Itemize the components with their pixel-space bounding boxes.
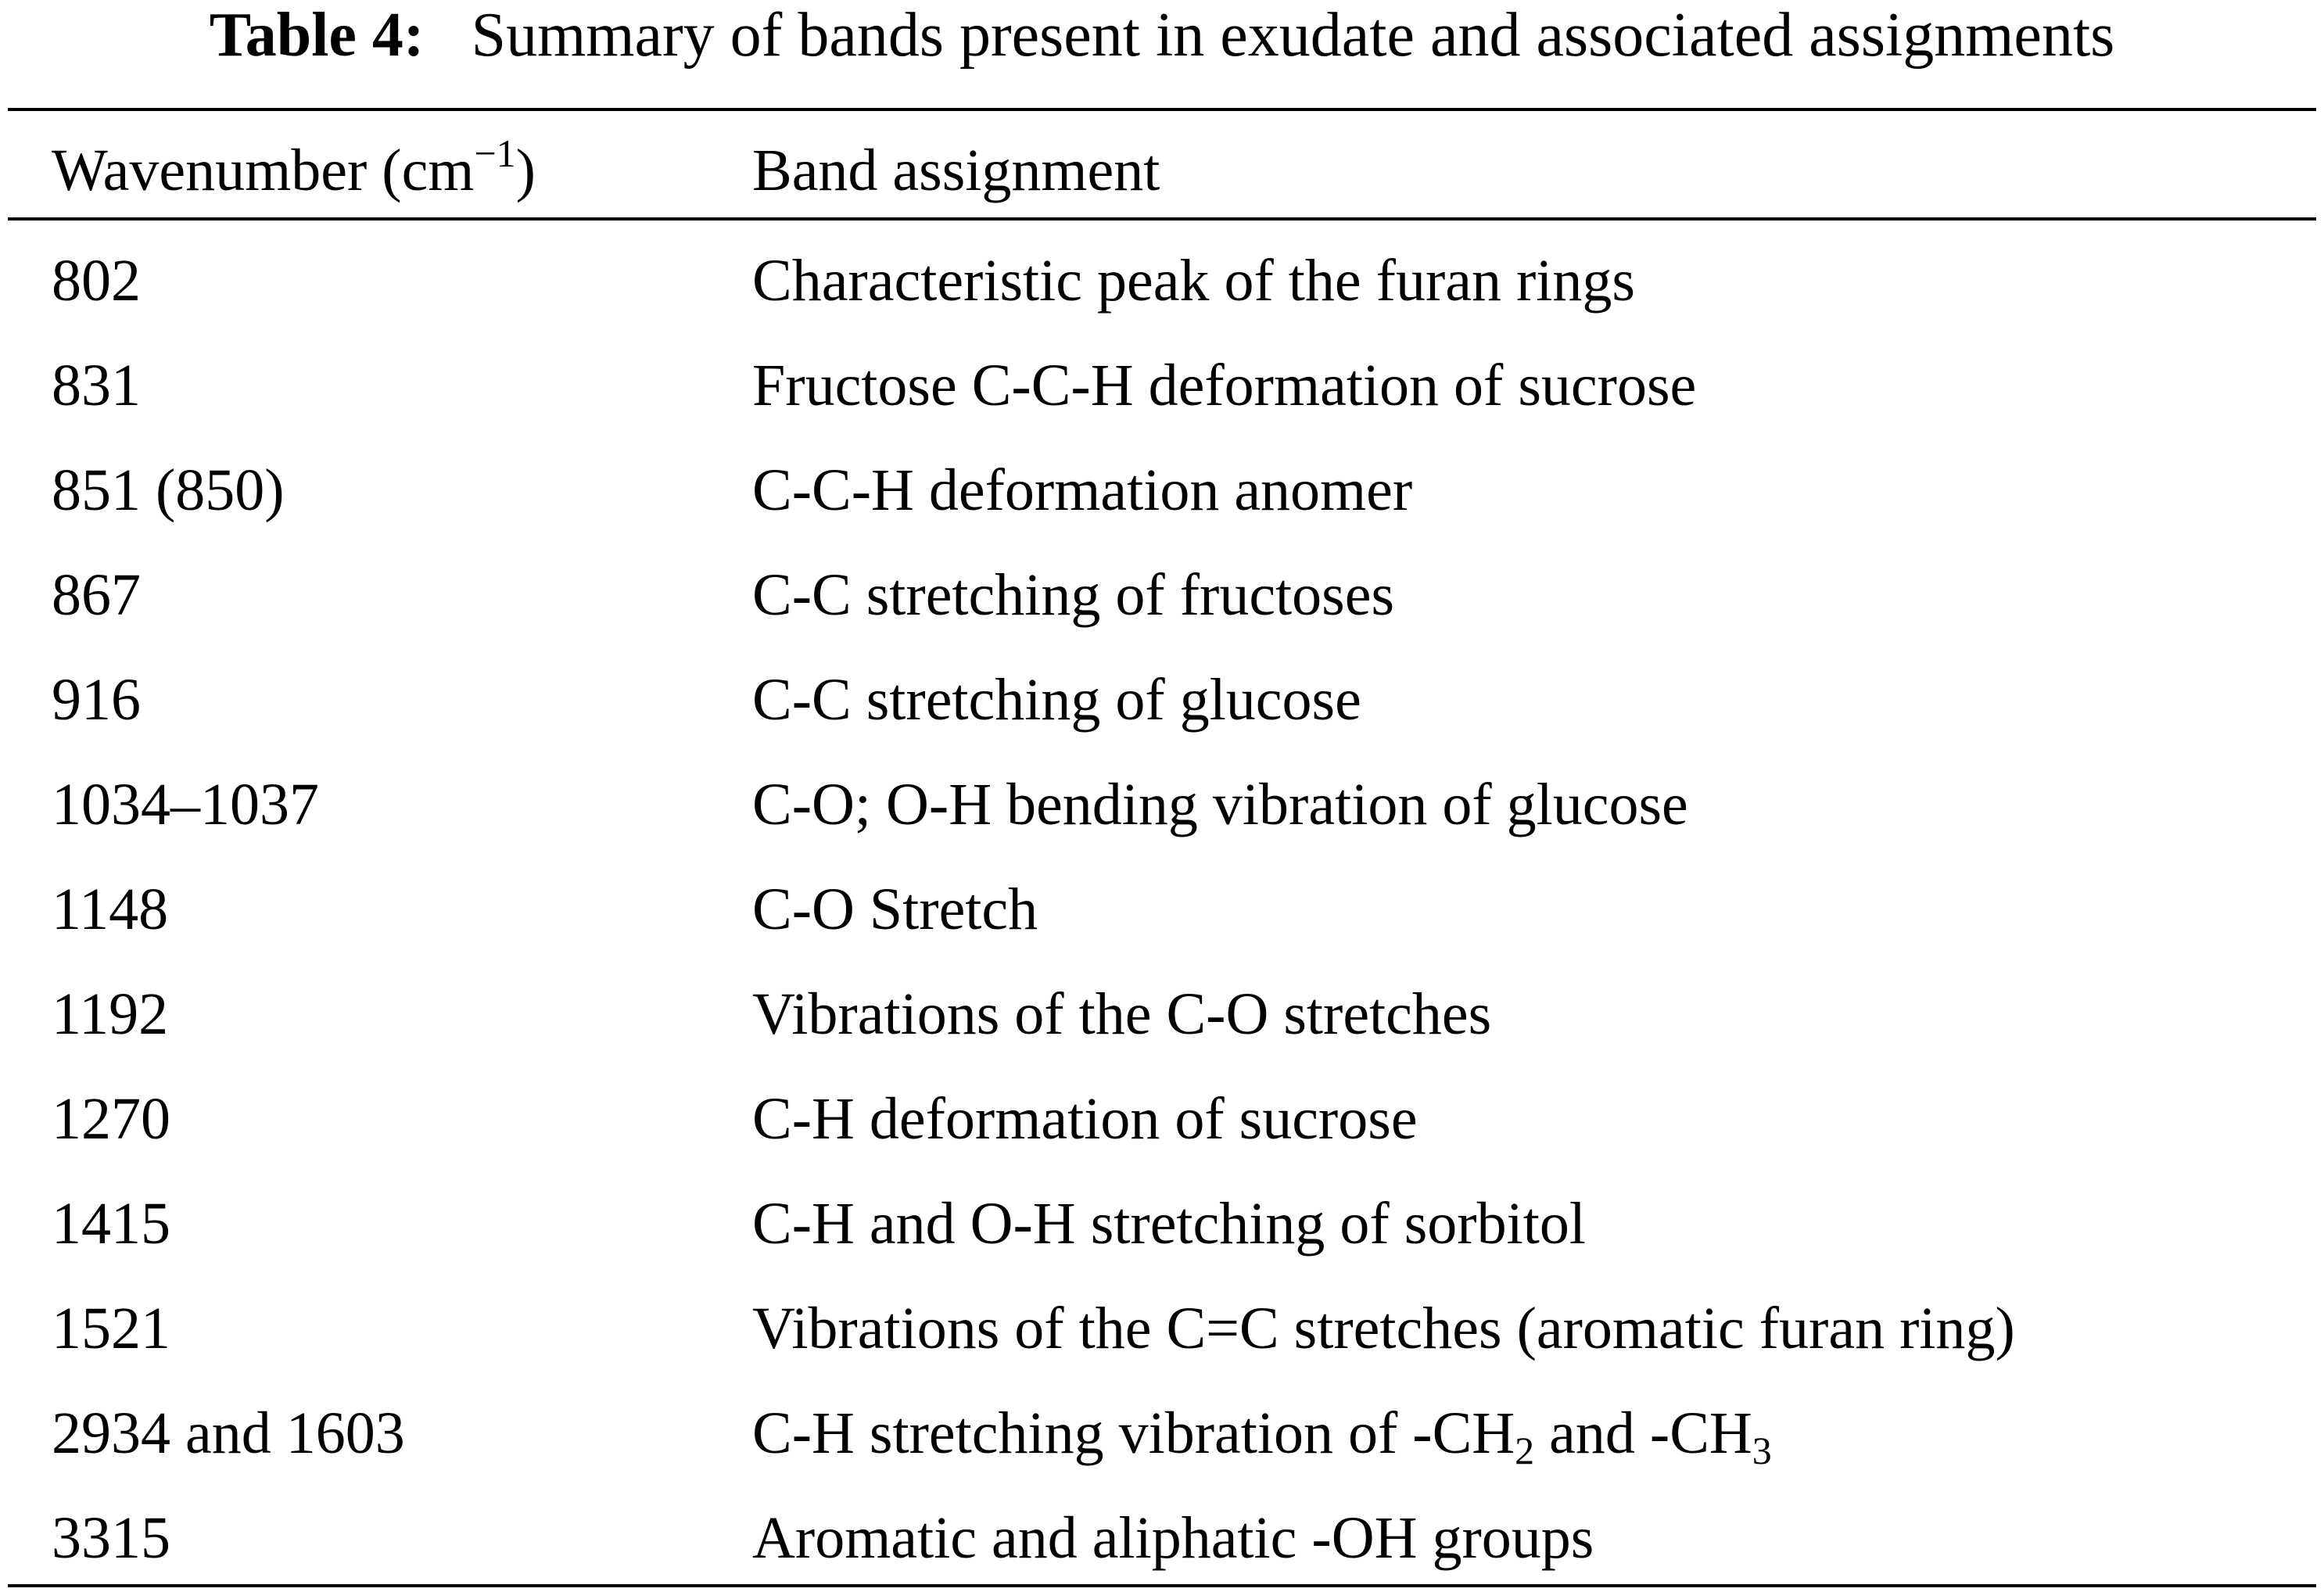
cell-wavenumber: 851 (850) xyxy=(52,457,285,523)
table-row xyxy=(0,228,2324,333)
cell-assignment: C-C stretching of fructoses xyxy=(752,562,1395,628)
cell-assignment: C-C stretching of glucose xyxy=(752,667,1361,733)
table-body xyxy=(0,228,2324,1581)
cell-assignment: C-O; O-H bending vibration of glucose xyxy=(752,772,1688,837)
table-header-row xyxy=(0,131,2324,210)
table-header-rule xyxy=(8,217,2316,221)
header-wavenumber-close: ) xyxy=(515,138,536,203)
table-row xyxy=(0,438,2324,543)
table-row xyxy=(0,1486,2324,1590)
header-wavenumber-exponent: −1 xyxy=(474,131,516,175)
table-top-rule xyxy=(8,108,2316,111)
cell-assignment: C-H and O-H stretching of sorbitol xyxy=(752,1191,1586,1257)
cell-wavenumber: 2934 and 1603 xyxy=(52,1400,405,1466)
table-caption-spacer xyxy=(440,1,456,70)
cell-wavenumber: 1034–1037 xyxy=(52,772,319,837)
cell-wavenumber: 802 xyxy=(52,248,141,314)
header-wavenumber xyxy=(52,131,536,210)
table-row xyxy=(0,333,2324,438)
cell-assignment: Aromatic and aliphatic -OH groups xyxy=(752,1505,1594,1571)
cell-assignment-text: C-H stretching vibration of -CH xyxy=(752,1400,1515,1466)
table-row xyxy=(0,1171,2324,1276)
cell-wavenumber: 1148 xyxy=(52,877,169,942)
table-row xyxy=(0,962,2324,1067)
table-row xyxy=(0,1276,2324,1381)
cell-wavenumber: 3315 xyxy=(52,1505,170,1571)
table-row xyxy=(0,752,2324,857)
cell-assignment: Vibrations of the C=C stretches (aromatic furan ring) xyxy=(752,1296,2015,1361)
cell-wavenumber: 1192 xyxy=(52,981,169,1047)
header-wavenumber-text: Wavenumber (cm xyxy=(52,138,475,203)
cell-assignment-text: and -CH xyxy=(1534,1400,1752,1466)
cell-assignment: Characteristic peak of the furan rings xyxy=(752,248,1635,314)
cell-assignment-subscript: 2 xyxy=(1515,1429,1535,1472)
cell-assignment: C-C-H deformation anomer xyxy=(752,457,1413,523)
table-caption-text: Summary of bands present in exudate and associated assignments xyxy=(471,1,2115,70)
cell-assignment: Vibrations of the C-O stretches xyxy=(752,981,1492,1047)
table-caption xyxy=(0,0,2324,78)
table-row xyxy=(0,1067,2324,1171)
table-bottom-rule xyxy=(8,1584,2316,1587)
cell-wavenumber: 831 xyxy=(52,353,141,418)
cell-wavenumber: 867 xyxy=(52,562,141,628)
table-row xyxy=(0,647,2324,752)
cell-assignment: C-O Stretch xyxy=(752,877,1038,942)
cell-wavenumber: 916 xyxy=(52,667,141,733)
table-row xyxy=(0,1381,2324,1486)
cell-assignment xyxy=(752,1381,1772,1486)
header-band-assignment: Band assignment xyxy=(752,138,1160,203)
table-row xyxy=(0,857,2324,962)
cell-wavenumber: 1415 xyxy=(52,1191,170,1257)
cell-assignment: C-H deformation of sucrose xyxy=(752,1086,1418,1152)
cell-wavenumber: 1270 xyxy=(52,1086,170,1152)
cell-assignment: Fructose C-C-H deformation of sucrose xyxy=(752,353,1697,418)
table-row xyxy=(0,543,2324,647)
cell-wavenumber: 1521 xyxy=(52,1296,170,1361)
cell-assignment-subscript: 3 xyxy=(1752,1429,1772,1472)
table-caption-label: Table 4: xyxy=(209,1,425,70)
